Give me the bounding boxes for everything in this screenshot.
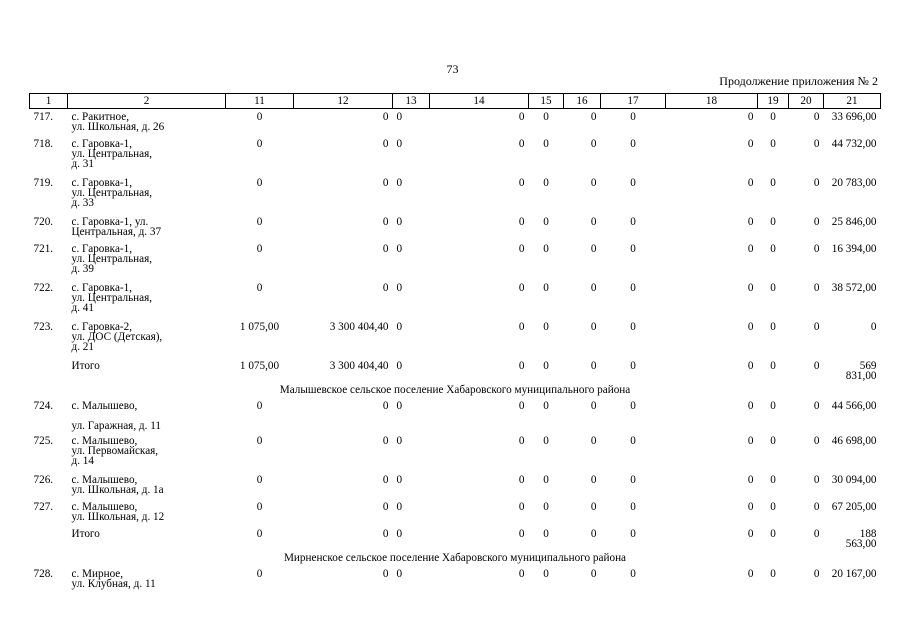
- address-cell: с. Гаровка-1, ул. Центральная, д. 31: [71, 137, 153, 170]
- value-cell: 0: [813, 137, 820, 150]
- row-number: 717.: [33, 111, 54, 123]
- value-cell: 1 075,00: [239, 320, 280, 333]
- value-cell: 33 696,00: [831, 111, 877, 123]
- value-cell: 0: [813, 215, 820, 228]
- value-cell: 0: [382, 473, 389, 486]
- value-cell: 0: [518, 320, 525, 333]
- value-cell: 0: [518, 215, 525, 228]
- value-cell: 0: [770, 176, 776, 189]
- value-cell: 0: [256, 500, 263, 513]
- value-cell: 0: [630, 215, 636, 228]
- column-header: 13: [393, 94, 430, 109]
- data-table: [29, 93, 881, 596]
- value-cell: 0: [396, 399, 403, 412]
- row-number: 727.: [33, 500, 54, 513]
- value-cell: 25 846,00: [831, 215, 877, 228]
- value-cell: 0: [396, 176, 403, 189]
- value-cell: 0: [813, 111, 820, 123]
- value-cell: 0: [256, 281, 263, 294]
- row-number: 718.: [33, 137, 54, 150]
- column-header: 19: [758, 94, 789, 109]
- value-cell: 67 205,00: [831, 500, 877, 513]
- value-cell: 0: [396, 473, 403, 486]
- value-cell: 0: [630, 359, 636, 372]
- total-label: Итого: [71, 527, 100, 540]
- value-cell: 0: [770, 242, 776, 255]
- value-cell: 0: [630, 434, 636, 447]
- value-cell: 0: [770, 399, 776, 412]
- column-header: 17: [601, 94, 666, 109]
- value-cell: 0: [543, 434, 549, 447]
- column-header: 2: [68, 94, 226, 109]
- value-cell: 0: [518, 399, 525, 412]
- row-number: 722.: [33, 281, 54, 294]
- value-cell: 0: [747, 359, 754, 372]
- table-row: [30, 214, 881, 241]
- row-number: [30, 358, 68, 383]
- total-row: [30, 358, 881, 383]
- value-cell: 0: [770, 359, 776, 372]
- address-cell: с. Гаровка-1, ул. Центральная, д. 33: [71, 176, 153, 209]
- table-row: [30, 433, 881, 472]
- value-cell: 0: [256, 242, 263, 255]
- address-cell: с. Малышево, ул. Гаражная, д. 11: [71, 399, 161, 432]
- value-cell: 0: [770, 434, 776, 447]
- value-cell: 0: [813, 359, 820, 372]
- value-cell: 0: [382, 215, 389, 228]
- value-cell: 0: [518, 500, 525, 513]
- value-cell: 0: [256, 527, 263, 540]
- value-cell: 0: [382, 281, 389, 294]
- value-cell: 3 300 404,40: [329, 320, 389, 333]
- value-cell: 0: [747, 281, 754, 294]
- value-cell: 0: [518, 137, 525, 150]
- section-header-row: [30, 383, 881, 398]
- value-cell: 0: [630, 137, 636, 150]
- address-cell: с. Гаровка-2, ул. ДОС (Детская), д. 21: [71, 320, 163, 353]
- value-cell: 0: [543, 567, 549, 580]
- value-cell: 0: [630, 500, 636, 513]
- value-cell: 0: [747, 137, 754, 150]
- column-header-row: [30, 94, 881, 109]
- column-header: 21: [824, 94, 881, 109]
- value-cell: 0: [813, 242, 820, 255]
- value-cell: 1 075,00: [239, 359, 280, 372]
- value-cell: 0: [396, 500, 403, 513]
- value-cell: 0: [770, 320, 776, 333]
- value-cell: 0: [543, 111, 549, 123]
- value-cell: 0: [543, 281, 549, 294]
- address-cell: с. Гаровка-1, ул. Центральная, д. 37: [71, 215, 162, 238]
- value-cell: 0: [813, 399, 820, 412]
- value-cell: 0: [396, 320, 403, 333]
- section-title: Малышевское сельское поселение Хабаровского муниципального района: [279, 383, 631, 396]
- value-cell: 0: [543, 359, 549, 372]
- address-cell: с. Малышево, ул. Первомайская, д. 14: [71, 434, 159, 467]
- value-cell: 0: [590, 399, 597, 412]
- value-cell: 0: [543, 176, 549, 189]
- value-cell: 0: [256, 176, 263, 189]
- value-cell: 0: [630, 567, 636, 580]
- row-number: 728.: [33, 567, 54, 580]
- value-cell: 0: [590, 281, 597, 294]
- value-cell: 0: [630, 242, 636, 255]
- table-row: [30, 472, 881, 499]
- value-cell: 0: [396, 567, 403, 580]
- section-title: Мирненское сельское поселение Хабаровского муниципального района: [283, 551, 627, 564]
- value-cell: 0: [382, 434, 389, 447]
- value-cell: 0: [256, 137, 263, 150]
- table-row: [30, 566, 881, 596]
- column-header: 12: [294, 94, 393, 109]
- value-cell: 0: [543, 500, 549, 513]
- value-cell: 0: [747, 215, 754, 228]
- value-cell: 0: [543, 399, 549, 412]
- value-cell: 44 732,00: [831, 137, 877, 150]
- column-header: 16: [564, 94, 601, 109]
- value-cell: 0: [590, 567, 597, 580]
- value-cell: 0: [396, 434, 403, 447]
- value-cell: 0: [543, 137, 549, 150]
- value-cell: 0: [630, 527, 636, 540]
- column-header: 15: [529, 94, 564, 109]
- value-cell: 0: [630, 176, 636, 189]
- value-cell: 0: [396, 137, 403, 150]
- section-header-row: [30, 551, 881, 566]
- value-cell: 0: [382, 500, 389, 513]
- value-cell: 0: [396, 215, 403, 228]
- page-number: 73: [446, 62, 459, 76]
- value-cell: 0: [770, 215, 776, 228]
- value-cell: 0: [813, 527, 820, 540]
- value-cell: 0: [770, 567, 776, 580]
- value-cell: 0: [630, 320, 636, 333]
- table-row: [30, 109, 881, 136]
- value-cell: 0: [382, 137, 389, 150]
- value-cell: 0: [813, 281, 820, 294]
- value-cell: 0: [518, 473, 525, 486]
- value-cell: 0: [396, 359, 403, 372]
- value-cell: 0: [518, 527, 525, 540]
- value-cell: 0: [518, 434, 525, 447]
- value-cell: 569 831,00: [845, 359, 877, 382]
- value-cell: 16 394,00: [831, 242, 877, 255]
- column-header: 11: [226, 94, 294, 109]
- total-label: Итого: [71, 359, 100, 372]
- value-cell: 0: [747, 399, 754, 412]
- value-cell: 0: [590, 320, 597, 333]
- value-cell: 0: [382, 111, 389, 123]
- value-cell: 0: [518, 111, 525, 123]
- value-cell: 0: [256, 473, 263, 486]
- value-cell: 0: [590, 137, 597, 150]
- value-cell: 38 572,00: [831, 281, 877, 294]
- value-cell: 0: [813, 473, 820, 486]
- table-row: [30, 241, 881, 280]
- value-cell: 0: [518, 359, 525, 372]
- value-cell: 46 698,00: [831, 434, 877, 447]
- value-cell: 0: [813, 176, 820, 189]
- value-cell: 0: [382, 399, 389, 412]
- row-number: 724.: [33, 399, 54, 412]
- value-cell: 0: [590, 500, 597, 513]
- value-cell: 0: [518, 281, 525, 294]
- value-cell: 0: [382, 242, 389, 255]
- value-cell: 0: [543, 473, 549, 486]
- row-number: 726.: [33, 473, 54, 486]
- table-row: [30, 398, 881, 433]
- value-cell: 0: [813, 567, 820, 580]
- value-cell: 0: [382, 567, 389, 580]
- value-cell: 0: [770, 473, 776, 486]
- row-number: 719.: [33, 176, 54, 189]
- value-cell: 0: [770, 527, 776, 540]
- value-cell: 0: [630, 111, 636, 123]
- value-cell: 0: [813, 500, 820, 513]
- value-cell: 0: [543, 215, 549, 228]
- value-cell: 0: [396, 242, 403, 255]
- value-cell: 0: [770, 281, 776, 294]
- value-cell: 0: [630, 281, 636, 294]
- value-cell: 0: [382, 176, 389, 189]
- address-cell: с. Малышево, ул. Школьная, д. 1а: [71, 473, 164, 496]
- address-cell: с. Гаровка-1, ул. Центральная, д. 41: [71, 281, 153, 314]
- value-cell: 0: [396, 527, 403, 540]
- value-cell: 0: [256, 111, 263, 123]
- value-cell: 0: [747, 527, 754, 540]
- value-cell: 44 566,00: [831, 399, 877, 412]
- address-cell: с. Малышево, ул. Школьная, д. 12: [71, 500, 165, 523]
- column-header: 14: [430, 94, 529, 109]
- value-cell: 0: [256, 567, 263, 580]
- value-cell: 0: [747, 473, 754, 486]
- address-cell: с. Мирное, ул. Клубная, д. 11: [71, 567, 156, 590]
- value-cell: 0: [590, 359, 597, 372]
- value-cell: 0: [590, 176, 597, 189]
- row-number: 720.: [33, 215, 54, 228]
- appendix-continuation-note: Продолжение приложения № 2: [719, 74, 878, 88]
- table-row: [30, 499, 881, 526]
- value-cell: 0: [747, 567, 754, 580]
- value-cell: 0: [813, 320, 820, 333]
- value-cell: 0: [256, 399, 263, 412]
- row-number: 721.: [33, 242, 54, 255]
- row-number: 723.: [33, 320, 54, 333]
- value-cell: 0: [256, 434, 263, 447]
- value-cell: 0: [747, 434, 754, 447]
- table-body: [30, 109, 881, 596]
- value-cell: 0: [518, 567, 525, 580]
- value-cell: 0: [518, 242, 525, 255]
- value-cell: 0: [590, 434, 597, 447]
- total-row: [30, 526, 881, 551]
- value-cell: 0: [590, 473, 597, 486]
- value-cell: 0: [590, 527, 597, 540]
- value-cell: 0: [770, 137, 776, 150]
- column-header: 1: [30, 94, 68, 109]
- value-cell: 0: [590, 215, 597, 228]
- value-cell: 0: [518, 176, 525, 189]
- table-row: [30, 136, 881, 175]
- address-cell: с. Гаровка-1, ул. Центральная, д. 39: [71, 242, 153, 275]
- address-cell: с. Ракитное, ул. Школьная, д. 26: [71, 111, 165, 133]
- value-cell: 188 563,00: [845, 527, 877, 550]
- value-cell: 0: [747, 176, 754, 189]
- value-cell: 0: [543, 527, 549, 540]
- table-row: [30, 175, 881, 214]
- value-cell: 20 783,00: [831, 176, 877, 189]
- value-cell: 0: [770, 111, 776, 123]
- value-cell: 0: [813, 434, 820, 447]
- value-cell: 0: [382, 527, 389, 540]
- value-cell: 0: [747, 320, 754, 333]
- value-cell: 0: [543, 242, 549, 255]
- column-header: 18: [666, 94, 758, 109]
- value-cell: 0: [747, 500, 754, 513]
- value-cell: 0: [747, 242, 754, 255]
- table-row: [30, 319, 881, 358]
- value-cell: 0: [770, 500, 776, 513]
- value-cell: 0: [396, 111, 403, 123]
- value-cell: 3 300 404,40: [329, 359, 389, 372]
- value-cell: 0: [256, 215, 263, 228]
- value-cell: 0: [870, 320, 877, 333]
- value-cell: 30 094,00: [831, 473, 877, 486]
- value-cell: 20 167,00: [831, 567, 877, 580]
- value-cell: 0: [630, 473, 636, 486]
- value-cell: 0: [590, 111, 597, 123]
- row-number: [30, 526, 68, 551]
- value-cell: 0: [630, 399, 636, 412]
- column-header: 20: [789, 94, 824, 109]
- value-cell: 0: [590, 242, 597, 255]
- value-cell: 0: [396, 281, 403, 294]
- value-cell: 0: [543, 320, 549, 333]
- table-row: [30, 280, 881, 319]
- row-number: 725.: [33, 434, 54, 447]
- value-cell: 0: [747, 111, 754, 123]
